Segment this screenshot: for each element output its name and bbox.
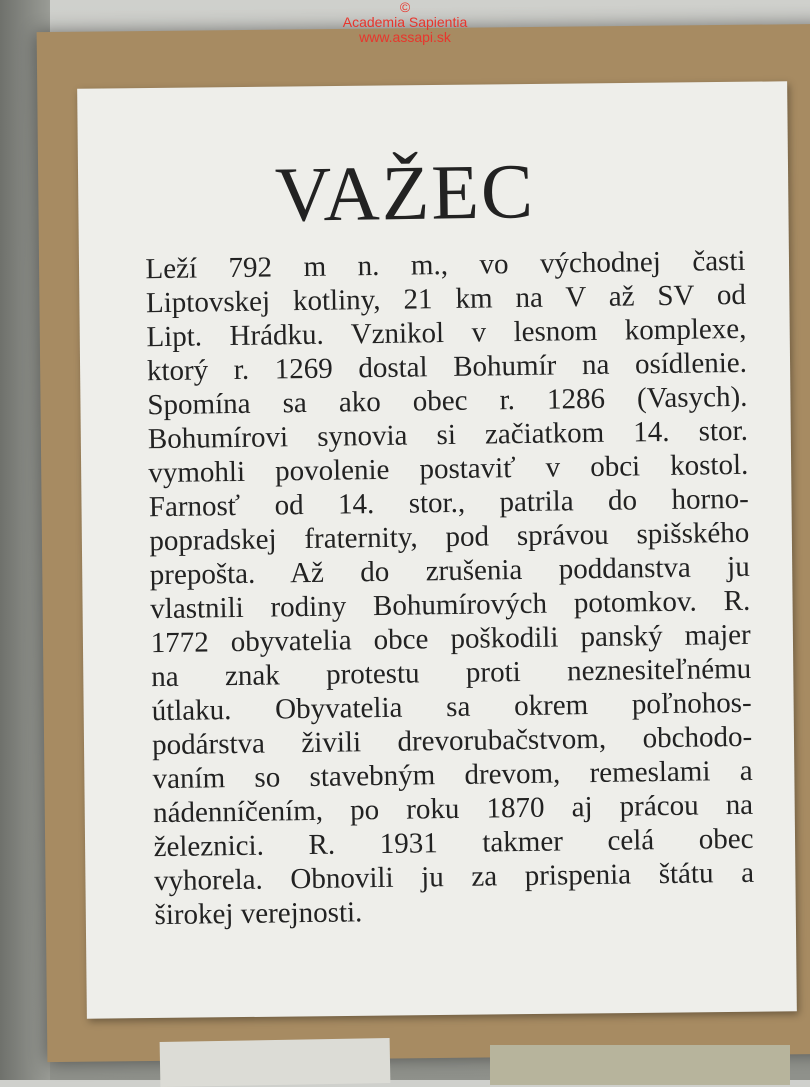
text-line: podárstva živili drevorubačstvom, obchodo- [151,720,753,762]
text-line: vaním so stavebným drevom, remeslami a [152,754,753,796]
watermark-name: Academia Sapientia [342,14,468,30]
text-line: Liptovskej kotliny, 21 km na V až SV od [145,278,747,320]
copyright-symbol: © [399,0,411,15]
text-line: vlastnili rodiny Bohumírových potomkov. R. [150,584,751,626]
text-line: Bohumírovi synovia si začiatkom 14. stor. [147,414,749,456]
text-line: popradskej fraternity, pod správou spišského [149,516,750,558]
watermark-url: www.assapi.sk [359,29,451,45]
text-line: na znak protestu proti neznesiteľnému [150,652,752,694]
text-line: Leží 792 m n. m., vo východnej časti [145,244,746,286]
sign-title: VAŽEC [274,147,536,238]
text-line: železnici. R. 1931 takmer celá obec [153,822,754,864]
background-poster-scrap [490,1045,790,1085]
text-line: širokej verejnosti. [154,896,363,932]
sign-body [145,244,754,932]
text-line: 1772 obyvatelia obce poškodili panský majer [150,618,751,660]
text-line: útlaku. Obyvatelia sa okrem poľnohos- [151,686,752,728]
text-line: Farnosť od 14. stor., patrila do horno- [148,482,750,524]
text-line: vyhorela. Obnovili ju za prispenia štátu a [153,856,755,898]
watermark [300,0,510,45]
text-line: prepošta. Až do zrušenia poddanstva ju [149,550,750,592]
text-line: ktorý r. 1269 dostal Bohumír na osídlenie. [146,346,748,388]
text-line: vymohli povolenie postaviť v obci kostol. [148,448,749,490]
text-line: Spomína sa ako obec r. 1286 (Vasych). [147,380,748,422]
text-line: Lipt. Hrádku. Vznikol v lesnom komplexe, [146,312,747,354]
text-line: nádenníčením, po roku 1870 aj prácou na [152,788,754,830]
